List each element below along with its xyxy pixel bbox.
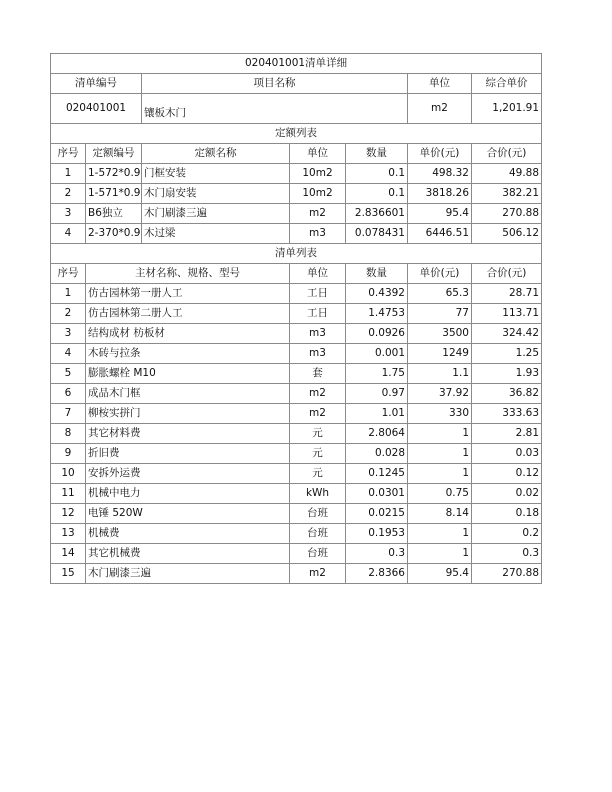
list-total: 1.25 xyxy=(472,344,542,364)
list-total: 28.71 xyxy=(472,284,542,304)
list-price: 1.1 xyxy=(408,364,472,384)
list-qty: 0.3 xyxy=(346,544,408,564)
list-no: 6 xyxy=(51,384,86,404)
list-no: 13 xyxy=(51,524,86,544)
list-unit: 套 xyxy=(290,364,346,384)
list-total: 0.2 xyxy=(472,524,542,544)
list-no: 9 xyxy=(51,444,86,464)
list-qty: 1.4753 xyxy=(346,304,408,324)
list-total: 270.88 xyxy=(472,564,542,584)
list-price: 1 xyxy=(408,544,472,564)
list-row xyxy=(51,304,542,324)
quota-no: 1 xyxy=(51,164,86,184)
quota-price: 6446.51 xyxy=(408,224,472,244)
list-price: 37.92 xyxy=(408,384,472,404)
list-name: 仿古园林第二册人工 xyxy=(86,304,290,324)
list-qty: 0.0215 xyxy=(346,504,408,524)
item-unit: m2 xyxy=(408,94,472,124)
list-name: 仿古园林第一册人工 xyxy=(86,284,290,304)
list-name: 成品木门框 xyxy=(86,384,290,404)
list-no: 14 xyxy=(51,544,86,564)
quota-header-name: 定额名称 xyxy=(142,144,290,164)
list-no: 7 xyxy=(51,404,86,424)
list-total: 0.3 xyxy=(472,544,542,564)
list-row xyxy=(51,444,542,464)
quota-unit: m2 xyxy=(290,204,346,224)
list-row xyxy=(51,364,542,384)
list-no: 5 xyxy=(51,364,86,384)
quota-header-row xyxy=(51,144,542,164)
item-header-row xyxy=(51,74,542,94)
quota-header-price: 单价(元) xyxy=(408,144,472,164)
list-row xyxy=(51,464,542,484)
list-qty: 0.1245 xyxy=(346,464,408,484)
quota-qty: 0.1 xyxy=(346,184,408,204)
bill-detail-table xyxy=(50,53,542,584)
list-qty: 0.028 xyxy=(346,444,408,464)
price-header: 综合单价 xyxy=(472,74,542,94)
quota-row xyxy=(51,164,542,184)
list-row xyxy=(51,384,542,404)
list-price: 330 xyxy=(408,404,472,424)
list-section-title: 清单列表 xyxy=(51,244,542,264)
quota-name: 木门扇安装 xyxy=(142,184,290,204)
list-row xyxy=(51,544,542,564)
list-name: 电锤 520W xyxy=(86,504,290,524)
quota-price: 498.32 xyxy=(408,164,472,184)
list-unit: kWh xyxy=(290,484,346,504)
quota-header-qty: 数量 xyxy=(346,144,408,164)
list-total: 1.93 xyxy=(472,364,542,384)
list-unit: 元 xyxy=(290,424,346,444)
quota-section-title-row xyxy=(51,124,542,144)
list-unit: 工日 xyxy=(290,284,346,304)
list-total: 36.82 xyxy=(472,384,542,404)
list-row xyxy=(51,324,542,344)
list-price: 8.14 xyxy=(408,504,472,524)
list-name: 木砖与拉条 xyxy=(86,344,290,364)
list-qty: 1.01 xyxy=(346,404,408,424)
quota-price: 95.4 xyxy=(408,204,472,224)
quota-name: 木门刷漆三遍 xyxy=(142,204,290,224)
quota-total: 49.88 xyxy=(472,164,542,184)
list-row xyxy=(51,424,542,444)
list-section-title-row xyxy=(51,244,542,264)
quota-header-total: 合价(元) xyxy=(472,144,542,164)
list-no: 3 xyxy=(51,324,86,344)
list-qty: 0.0301 xyxy=(346,484,408,504)
quota-row xyxy=(51,184,542,204)
quota-code: 1-572*0.9 xyxy=(86,164,142,184)
list-qty: 2.8366 xyxy=(346,564,408,584)
list-row xyxy=(51,504,542,524)
list-qty: 1.75 xyxy=(346,364,408,384)
item-code: 020401001 xyxy=(51,94,142,124)
list-row xyxy=(51,404,542,424)
list-row xyxy=(51,284,542,304)
quota-price: 3818.26 xyxy=(408,184,472,204)
list-name: 膨胀螺栓 M10 xyxy=(86,364,290,384)
list-total: 113.71 xyxy=(472,304,542,324)
quota-row xyxy=(51,224,542,244)
quota-no: 4 xyxy=(51,224,86,244)
list-header-total: 合价(元) xyxy=(472,264,542,284)
list-row xyxy=(51,484,542,504)
quota-section-title: 定额列表 xyxy=(51,124,542,144)
list-price: 1 xyxy=(408,424,472,444)
list-total: 0.18 xyxy=(472,504,542,524)
quota-row xyxy=(51,204,542,224)
list-no: 4 xyxy=(51,344,86,364)
list-price: 3500 xyxy=(408,324,472,344)
list-total: 0.03 xyxy=(472,444,542,464)
list-price: 1 xyxy=(408,444,472,464)
quota-no: 3 xyxy=(51,204,86,224)
list-unit: 元 xyxy=(290,444,346,464)
list-qty: 2.8064 xyxy=(346,424,408,444)
list-name: 柳桉实拼门 xyxy=(86,404,290,424)
list-total: 0.12 xyxy=(472,464,542,484)
list-unit: m3 xyxy=(290,344,346,364)
list-name: 结构成材 枋板材 xyxy=(86,324,290,344)
list-header-row xyxy=(51,264,542,284)
list-total: 0.02 xyxy=(472,484,542,504)
list-qty: 0.1953 xyxy=(346,524,408,544)
name-header: 项目名称 xyxy=(142,74,408,94)
quota-header-unit: 单位 xyxy=(290,144,346,164)
quota-total: 382.21 xyxy=(472,184,542,204)
list-row xyxy=(51,564,542,584)
list-row xyxy=(51,524,542,544)
list-total: 2.81 xyxy=(472,424,542,444)
quota-qty: 0.1 xyxy=(346,164,408,184)
sheet-title: 020401001清单详细 xyxy=(51,54,542,74)
list-price: 1 xyxy=(408,524,472,544)
list-price: 77 xyxy=(408,304,472,324)
list-total: 333.63 xyxy=(472,404,542,424)
list-row xyxy=(51,344,542,364)
quota-unit: 10m2 xyxy=(290,184,346,204)
list-unit: 工日 xyxy=(290,304,346,324)
quota-no: 2 xyxy=(51,184,86,204)
list-no: 15 xyxy=(51,564,86,584)
list-unit: 元 xyxy=(290,464,346,484)
quota-code: 1-571*0.9 xyxy=(86,184,142,204)
quota-unit: 10m2 xyxy=(290,164,346,184)
list-price: 65.3 xyxy=(408,284,472,304)
list-header-qty: 数量 xyxy=(346,264,408,284)
list-price: 95.4 xyxy=(408,564,472,584)
code-header: 清单编号 xyxy=(51,74,142,94)
item-name: 镶板木门 xyxy=(142,94,408,124)
list-unit: m2 xyxy=(290,384,346,404)
list-qty: 0.001 xyxy=(346,344,408,364)
list-name: 木门刷漆三遍 xyxy=(86,564,290,584)
quota-qty: 2.836601 xyxy=(346,204,408,224)
quota-name: 门框安装 xyxy=(142,164,290,184)
list-unit: 台班 xyxy=(290,524,346,544)
list-no: 12 xyxy=(51,504,86,524)
list-header-price: 单价(元) xyxy=(408,264,472,284)
list-header-name: 主材名称、规格、型号 xyxy=(86,264,290,284)
list-unit: 台班 xyxy=(290,504,346,524)
list-unit: m2 xyxy=(290,564,346,584)
list-qty: 0.97 xyxy=(346,384,408,404)
list-name: 安拆外运费 xyxy=(86,464,290,484)
quota-name: 木过梁 xyxy=(142,224,290,244)
list-name: 其它机械费 xyxy=(86,544,290,564)
list-no: 10 xyxy=(51,464,86,484)
list-price: 1 xyxy=(408,464,472,484)
quota-code: B6独立 xyxy=(86,204,142,224)
list-no: 2 xyxy=(51,304,86,324)
quota-unit: m3 xyxy=(290,224,346,244)
list-price: 1249 xyxy=(408,344,472,364)
list-unit: 台班 xyxy=(290,544,346,564)
list-qty: 0.0926 xyxy=(346,324,408,344)
list-qty: 0.4392 xyxy=(346,284,408,304)
title-row xyxy=(51,54,542,74)
quota-total: 506.12 xyxy=(472,224,542,244)
quota-code: 2-370*0.9 xyxy=(86,224,142,244)
list-name: 其它材料费 xyxy=(86,424,290,444)
quota-header-no: 序号 xyxy=(51,144,86,164)
quota-qty: 0.078431 xyxy=(346,224,408,244)
list-name: 机械费 xyxy=(86,524,290,544)
item-row xyxy=(51,94,542,124)
list-unit: m2 xyxy=(290,404,346,424)
list-header-no: 序号 xyxy=(51,264,86,284)
list-no: 1 xyxy=(51,284,86,304)
list-no: 11 xyxy=(51,484,86,504)
list-name: 折旧费 xyxy=(86,444,290,464)
list-total: 324.42 xyxy=(472,324,542,344)
list-name: 机械中电力 xyxy=(86,484,290,504)
list-header-unit: 单位 xyxy=(290,264,346,284)
list-no: 8 xyxy=(51,424,86,444)
item-price: 1,201.91 xyxy=(472,94,542,124)
list-price: 0.75 xyxy=(408,484,472,504)
list-unit: m3 xyxy=(290,324,346,344)
unit-header: 单位 xyxy=(408,74,472,94)
quota-header-code: 定额编号 xyxy=(86,144,142,164)
quota-total: 270.88 xyxy=(472,204,542,224)
